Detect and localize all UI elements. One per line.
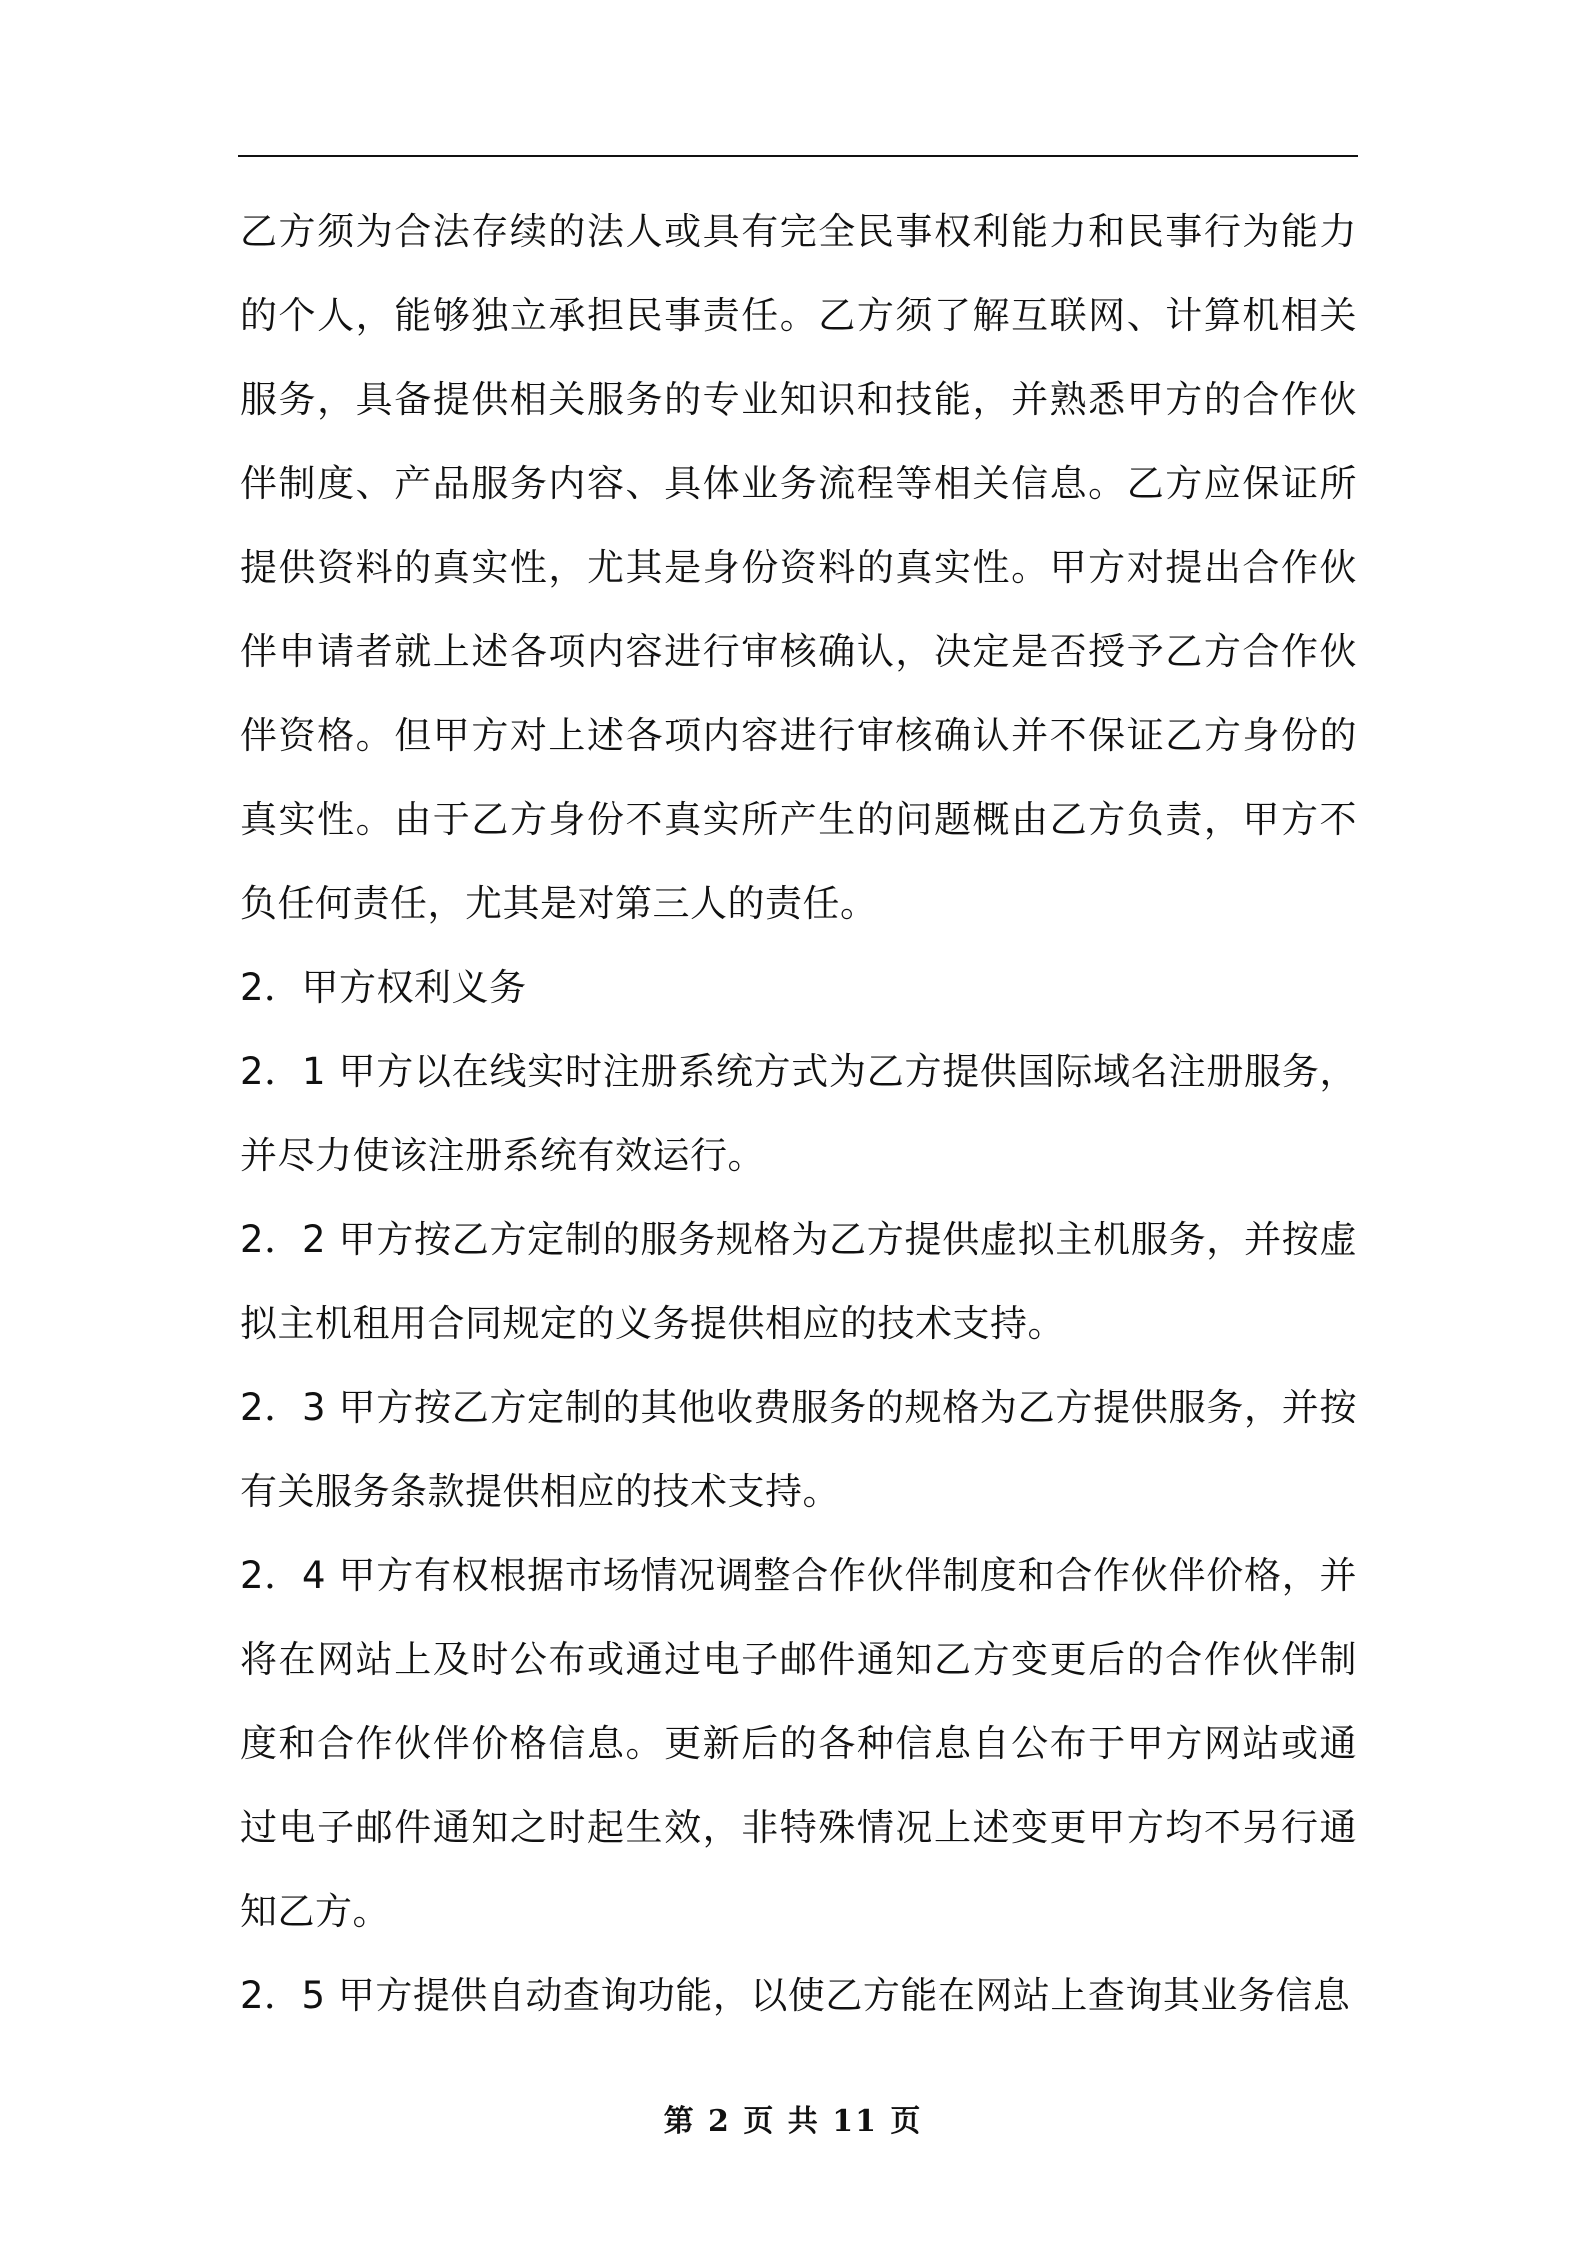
paragraph-party-b-qualification: 乙方须为合法存续的法人或具有完全民事权利能力和民事行为能力的个人，能够独立承担民事责任。乙方须了解互联网、计算机相关服务，具备提供相关服务的专业知识和技能，并熟悉甲方的合作伙伴制度、产品服务内容、具体业务流程等相关信息。乙方应保证所提供资料的真实性，尤其是身份资料的真实性。甲方对提出合作伙伴申请者就上述各项内容进行审核确认，决定是否授予乙方合作伙伴资格。但甲方对上述各项内容进行审核确认并不保证乙方身份的真实性。由于乙方身份不真实所产生的问题概由乙方负责，甲方不负任何责任，尤其是对第三人的责任。	[240, 210, 1357, 925]
clause-2-5: 2．5 甲方提供自动查询功能，以使乙方能在网站上查询其业务信息	[240, 1974, 1351, 2017]
header-rule	[238, 155, 1358, 157]
section-heading-party-a-rights: 2．甲方权利义务	[240, 966, 527, 1009]
clause-2-3: 2．3 甲方按乙方定制的其他收费服务的规格为乙方提供服务，并按有关服务条款提供相应的技术支持。	[240, 1386, 1357, 1513]
page-number-footer	[0, 2096, 1586, 2140]
clause-2-4: 2．4 甲方有权根据市场情况调整合作伙伴制度和合作伙伴价格，并将在网站上及时公布或通过电子邮件通知乙方变更后的合作伙伴制度和合作伙伴价格信息。更新后的各种信息自公布于甲方网站或通过电子邮件通知之时起生效，非特殊情况上述变更甲方均不另行通知乙方。	[240, 1554, 1357, 1933]
clause-2-2: 2．2 甲方按乙方定制的服务规格为乙方提供虚拟主机服务，并按虚拟主机租用合同规定的义务提供相应的技术支持。	[240, 1218, 1357, 1345]
clause-2-1: 2．1 甲方以在线实时注册系统方式为乙方提供国际域名注册服务，并尽力使该注册系统有效运行。	[240, 1050, 1357, 1177]
page-number-label: 第 2 页 共 11 页	[663, 2104, 923, 2139]
document-body	[240, 190, 1357, 2038]
